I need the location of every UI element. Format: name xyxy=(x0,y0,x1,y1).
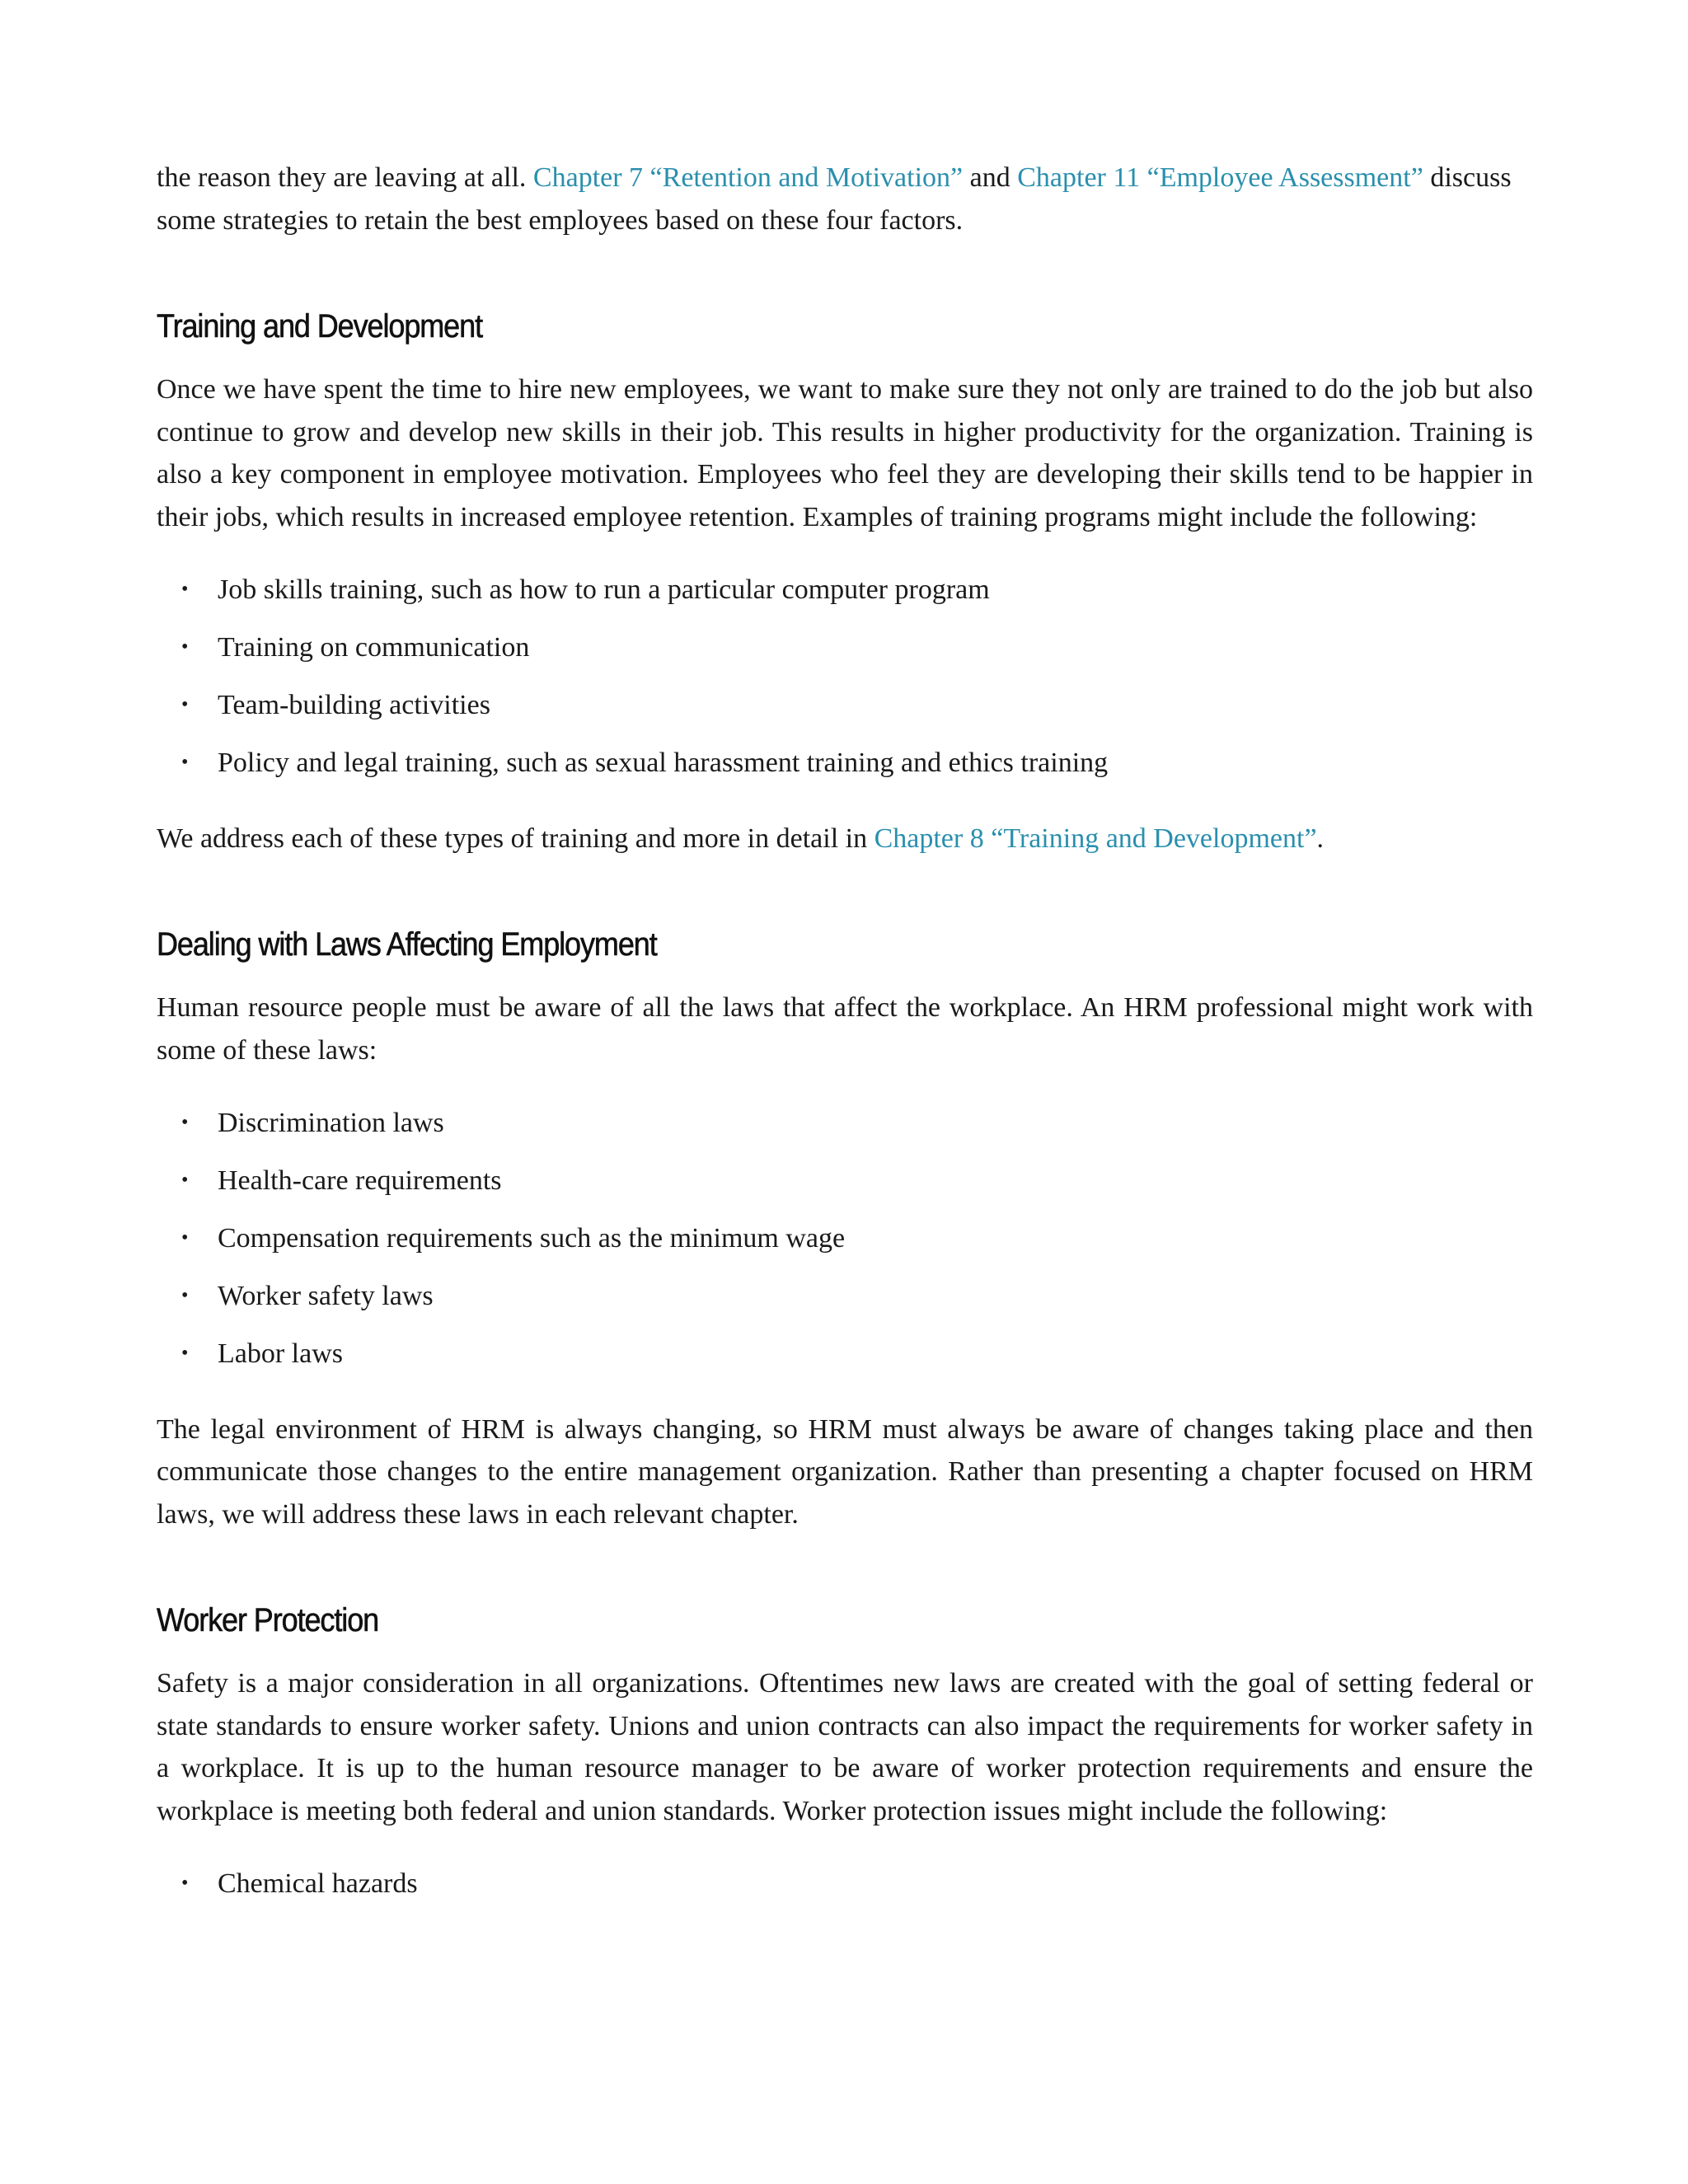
training-heading: Training and Development xyxy=(157,308,483,344)
bullet-icon: • xyxy=(181,1285,189,1306)
protection-heading: Worker Protection xyxy=(157,1602,379,1638)
chapter-7-link[interactable]: Chapter 7 “Retention and Motivation” xyxy=(532,162,964,193)
list-item: • Health-care requirements xyxy=(157,1160,1533,1202)
training-paragraph: Once we have spent the time to hire new employees, we want to make sure they not only are trained to do the job but also continue to grow and develop new skills in their job. This results in higher productivity for the organization. Training is also a key component in employee motivation. Employees who feel they are developing their skills tend to be happier in their jobs, which results in increased employee retention. Examples of training programs might include the following: xyxy=(157,374,1533,532)
protection-paragraph: Safety is a major consideration in all organizations. Oftentimes new laws are created with the goal of setting federal or state standards to ensure worker safety. Unions and union contracts can also impact the requirements for worker safety in a workplace. It is up to the human resource manager to be aware of worker protection requirements and ensure the workplace is meeting both federal and union standards. Worker protection issues might include the following: xyxy=(157,1668,1533,1826)
list-item: • Policy and legal training, such as sexual harassment training and ethics training xyxy=(157,742,1533,785)
bullet-icon: • xyxy=(181,694,189,715)
intro-text-mid: and xyxy=(963,162,1018,193)
bullet-icon: • xyxy=(181,752,189,773)
document-page xyxy=(157,157,1533,1905)
bullet-icon: • xyxy=(181,1169,189,1191)
laws-closing-paragraph: The legal environment of HRM is always changing, so HRM must always be aware of changes taking place and then communicate those changes to the entire management organization. Rather than presenting a chapter focused on HRM laws, we will address these laws in each relevant chapter. xyxy=(157,1413,1533,1530)
list-item: • Labor laws xyxy=(157,1333,1533,1376)
bullet-icon: • xyxy=(181,1227,189,1249)
chapter-8-link[interactable]: Chapter 8 “Training and Development” xyxy=(874,823,1317,854)
bullet-icon: • xyxy=(181,636,189,658)
list-item: • Compensation requirements such as the minimum wage xyxy=(157,1217,1533,1260)
bullet-icon: • xyxy=(181,1112,189,1133)
intro-text-before: the reason they are leaving at all. xyxy=(157,162,533,193)
laws-list xyxy=(157,1102,1533,1376)
list-item: • Chemical hazards xyxy=(157,1863,1533,1905)
intro-text-after: discuss some strategies to retain the best employees based on these four factors. xyxy=(157,162,1512,236)
bullet-icon: • xyxy=(181,1343,189,1364)
list-item: • Team-building activities xyxy=(157,684,1533,727)
training-closing-paragraph: We address each of these types of training and more in detail in Chapter 8 “Training and Development”. xyxy=(157,823,1325,854)
list-item: • Training on communication xyxy=(157,626,1533,669)
chapter-11-link[interactable]: Chapter 11 “Employee Assessment” xyxy=(1017,162,1423,193)
bullet-icon: • xyxy=(181,579,189,600)
intro-paragraph xyxy=(157,157,1533,241)
list-item: • Job skills training, such as how to run a particular computer program xyxy=(157,569,1533,612)
list-item: • Worker safety laws xyxy=(157,1275,1533,1318)
bullet-icon: • xyxy=(181,1872,189,1894)
laws-paragraph: Human resource people must be aware of all the laws that affect the workplace. An HRM professional might work with some of these laws: xyxy=(157,992,1533,1066)
laws-heading: Dealing with Laws Affecting Employment xyxy=(157,926,657,963)
list-item: • Discrimination laws xyxy=(157,1102,1533,1145)
training-list xyxy=(157,569,1533,785)
protection-list xyxy=(157,1863,1533,1905)
